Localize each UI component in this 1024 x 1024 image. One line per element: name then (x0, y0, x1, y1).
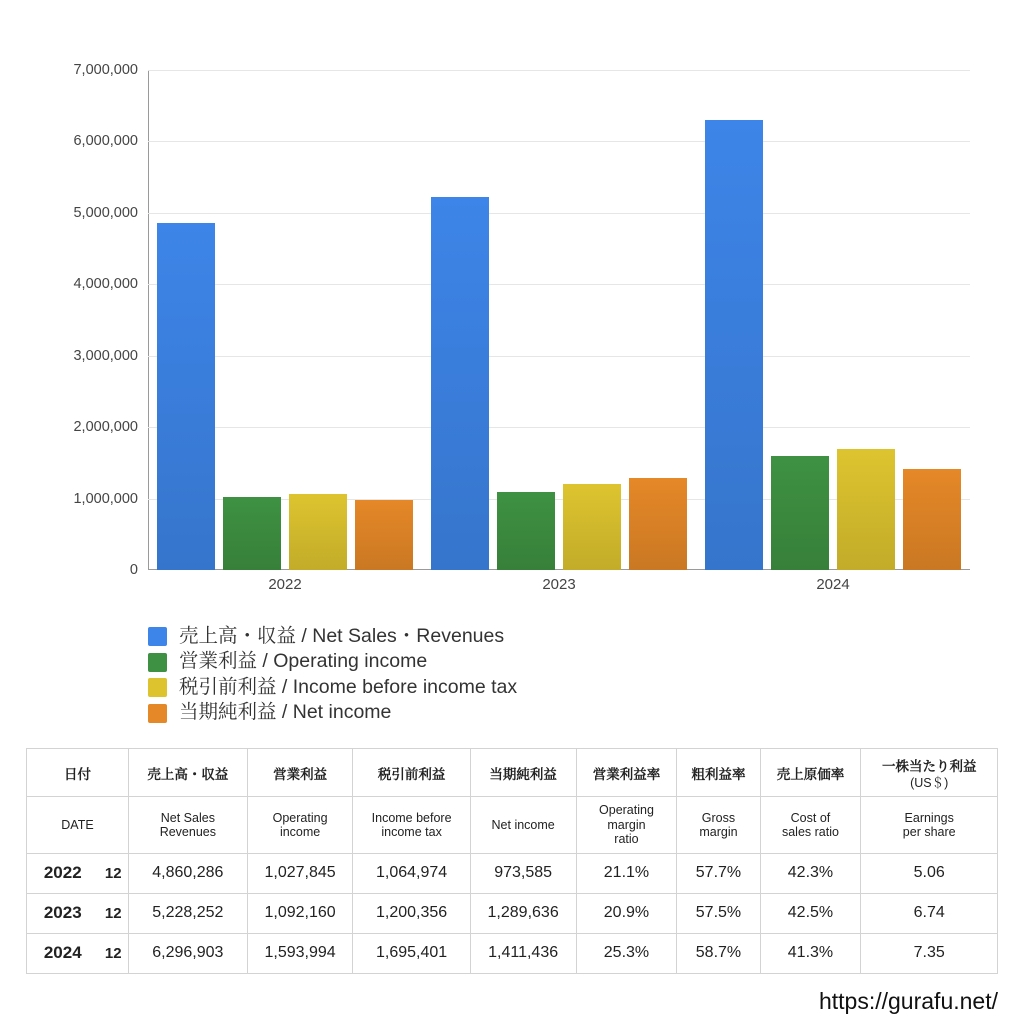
th-jp-0: 日付 (27, 749, 129, 797)
x-axis-tick-label: 2023 (542, 576, 576, 593)
cell-year: 2023 (27, 893, 99, 933)
th-en-5: Operating margin ratio (576, 797, 677, 853)
y-axis-tick-label: 7,000,000 (73, 62, 138, 78)
bar (705, 120, 763, 570)
cell-operating-margin: 20.9% (576, 893, 677, 933)
th-jp-2: 営業利益 (247, 749, 353, 797)
table-body (27, 853, 998, 973)
bar-group-2024 (696, 70, 970, 593)
bar (355, 500, 413, 570)
cell-month: 12 (99, 933, 129, 973)
bar (431, 197, 489, 570)
cell-gross-margin: 58.7% (677, 933, 760, 973)
cell-eps: 6.74 (861, 893, 998, 933)
cell-operating-margin: 25.3% (576, 933, 677, 973)
x-axis-tick-label: 2024 (816, 576, 850, 593)
bar (771, 456, 829, 570)
cell-net-income: 973,585 (470, 853, 576, 893)
y-axis-tick-label: 6,000,000 (73, 133, 138, 150)
bars (148, 70, 422, 570)
legend-label: 当期純利益 / Net income (179, 701, 392, 724)
bar (837, 449, 895, 570)
th-jp-5: 営業利益率 (576, 749, 677, 797)
cell-year: 2022 (27, 853, 99, 893)
cell-income-before-tax: 1,064,974 (353, 853, 470, 893)
x-axis-tick-label: 2022 (268, 576, 302, 593)
cell-eps: 5.06 (861, 853, 998, 893)
th-eps-unit: (US＄) (910, 776, 949, 790)
th-en-0: DATE (27, 797, 129, 853)
th-en-7: Cost of sales ratio (760, 797, 861, 853)
cell-year: 2024 (27, 933, 99, 973)
bar (157, 223, 215, 570)
chart-plot-area (73, 62, 970, 593)
chart-legend (148, 626, 517, 724)
legend-item (148, 626, 517, 647)
table-header-row-jp (27, 749, 998, 797)
th-en-4: Net income (470, 797, 576, 853)
th-en-6: Gross margin (677, 797, 760, 853)
th-jp-3: 税引前利益 (353, 749, 470, 797)
bar (563, 484, 621, 570)
legend-color-swatch (148, 627, 167, 646)
cell-net-income: 1,411,436 (470, 933, 576, 973)
th-jp-4: 当期純利益 (470, 749, 576, 797)
th-en-8: Earnings per share (861, 797, 998, 853)
table-head (27, 749, 998, 854)
legend-color-swatch (148, 678, 167, 697)
y-axis-tick-label: 0 (129, 562, 138, 578)
legend-label: 税引前利益 / Income before income tax (179, 675, 518, 698)
cell-net-sales: 6,296,903 (129, 933, 248, 973)
th-en-3: Income before income tax (353, 797, 470, 853)
cell-cost-of-sales-ratio: 42.5% (760, 893, 861, 933)
cell-net-income: 1,289,636 (470, 893, 576, 933)
financial-table (26, 748, 998, 974)
y-axis-tick-label: 4,000,000 (73, 276, 138, 293)
bar-group-2023 (422, 70, 696, 593)
th-jp-7: 売上原価率 (760, 749, 861, 797)
y-axis-tick-label: 5,000,000 (73, 204, 138, 221)
legend-item (148, 651, 517, 672)
cell-cost-of-sales-ratio: 42.3% (760, 853, 861, 893)
bar (903, 469, 961, 570)
table-row (27, 933, 998, 973)
cell-gross-margin: 57.5% (677, 893, 760, 933)
cell-month: 12 (99, 893, 129, 933)
cell-net-sales: 4,860,286 (129, 853, 248, 893)
table-header-row-en (27, 797, 998, 853)
bar (629, 478, 687, 570)
th-jp-8 (861, 749, 998, 797)
th-jp-8-label: 一株当たり利益 (881, 759, 977, 774)
cell-cost-of-sales-ratio: 41.3% (760, 933, 861, 973)
table (26, 748, 998, 974)
cell-income-before-tax: 1,200,356 (353, 893, 470, 933)
cell-month: 12 (99, 853, 129, 893)
th-jp-6: 粗利益率 (677, 749, 760, 797)
cell-eps: 7.35 (861, 933, 998, 973)
bar (497, 492, 555, 570)
table-row (27, 893, 998, 933)
y-axis-tick-label: 1,000,000 (73, 490, 138, 507)
legend-label: 営業利益 / Operating income (179, 650, 428, 673)
cell-gross-margin: 57.7% (677, 853, 760, 893)
th-en-1: Net Sales Revenues (129, 797, 248, 853)
source-url: https://gurafu.net/ (818, 988, 998, 1014)
cell-income-before-tax: 1,695,401 (353, 933, 470, 973)
th-jp-1: 売上高・収益 (129, 749, 248, 797)
bars (696, 70, 970, 570)
cell-operating-income: 1,027,845 (247, 853, 353, 893)
legend-color-swatch (148, 653, 167, 672)
cell-operating-income: 1,593,994 (247, 933, 353, 973)
cell-net-sales: 5,228,252 (129, 893, 248, 933)
legend-item (148, 677, 517, 698)
legend-label: 売上高・収益 / Net Sales・Revenues (179, 625, 505, 647)
bar (289, 494, 347, 570)
cell-operating-income: 1,092,160 (247, 893, 353, 933)
th-en-2: Operating income (247, 797, 353, 853)
bars (422, 70, 696, 570)
bar (223, 497, 281, 570)
bar-group-2022 (148, 70, 422, 593)
y-axis-tick-label: 3,000,000 (73, 347, 138, 364)
legend-color-swatch (148, 704, 167, 723)
table-row (27, 853, 998, 893)
legend-item (148, 702, 517, 723)
y-axis-tick-label: 2,000,000 (73, 419, 138, 436)
cell-operating-margin: 21.1% (576, 853, 677, 893)
